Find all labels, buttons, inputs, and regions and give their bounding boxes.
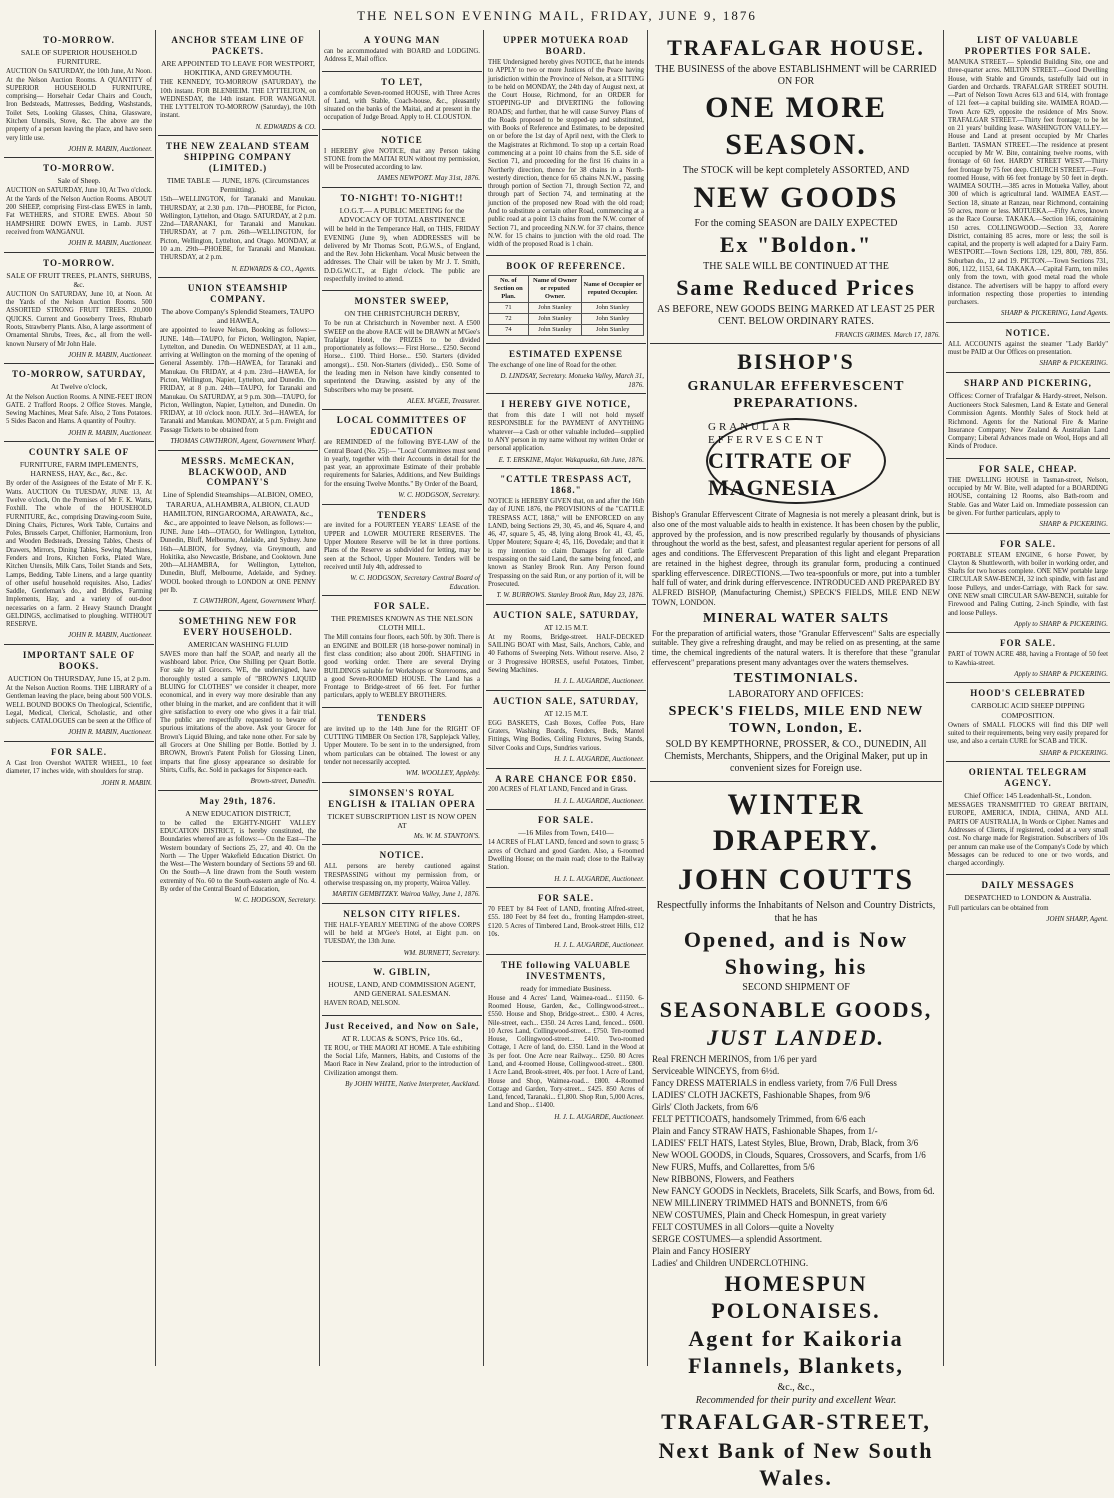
list-item: SERGE COSTUMES—a splendid Assortment. [652,1233,823,1244]
ad-signature: H. J. L. AUGARDE, Auctioneer. [554,941,644,950]
list-item: Real FRENCH MERINOS, from 1/6 per yard [652,1054,817,1065]
ad-body: THE DWELLING HOUSE in Tasman-street, Nelson, occupied by Mr W. Bite, well adapted for a BOARDING HOUSE, containing 12 Rooms, also Bath-room and Stable. Gas and Water Laid on. Immediate possession can be given. For further particulars, apply to [948,476,1108,517]
ad-body: AUCTION On SATURDAY, the 10th June, At Noon. At the Nelson Auction Rooms. A QUANTITY of SUPERIOR HOUSEHOLD FURNITURE, comprising— Horsehair Cedar Chairs and Couch, Iron Bedsteads, Mattresses, Bedding, Washstands, Toilet Sets, Looking Glasses, China, Glassware, Kitchen Utensils, Stove, &c. The above are the property of a person leaving the place, and have seen very little use. [6,68,152,142]
ad-signature: Apply to SHARP & PICKERING. [1014,619,1108,628]
ad-title: NOTICE. [1005,327,1051,338]
advertisement [322,291,482,410]
ad-subtitle: AMERICAN WASHING FLUID [187,639,289,649]
advertisement [486,344,646,394]
ad-headline: Same Reduced Prices [676,275,916,301]
ad-title: AUCTION SALE, SATURDAY, [493,695,639,706]
table-row [489,303,644,314]
magnesia-logo [706,418,886,504]
ad-signature: FRANCIS GRIMES. March 17, 1876. [835,330,940,339]
advertisement [486,955,646,1126]
ad-subtitle: DESPATCHED to LONDON & Australia. [964,893,1092,903]
ad-body: 14 ACRES of FLAT LAND, fenced and sown to grass; 5 acres of Orchard and good Garden. Also, a 6-roomed Dwelling House; on the main road; close to the Railway Station. [488,839,644,872]
ad-signature: THOMAS CAWTHRON, Agent, Government Wharf. [170,437,316,445]
advertisement [4,364,154,442]
advertisement [158,791,318,909]
ad-signature: WM. WOOLLEY, Appleby. [405,769,480,778]
ad-signature: Ms. W. M. STANTON'S. [413,831,480,840]
ad-signature: JOHN R. MABIN, Auctioneer. [68,631,152,640]
ad-body: By order of the Assignees of the Estate of Mr F. K. Watts. AUCTION On TUESDAY, JUNE 13, At Twelve o'clock, On the Premises of Mr F. K. Watts, Foxhill. The whole of the HOUSEHOLD FURNITURE, &c., comprising Drawing-room Suite, Dining Chairs, Pictures, Work Table, Curtains and Poles, Brussels Carpet, Chiffonier, Harmonium, Iron and Wooden Bedsteads, Dressing Tables, Chests of Drawers, Mirrors, Dining Tables, Sewing Machines, Fenders and Irons, Kitchen Forks, Plated Ware, Kitchen Utensils, Milk Cans, Toilet Stands and Sets, Lamps, Bedding, Table Linens, and a large quantity of other useful household requisites. Also, Ladies' Saddle, Gentleman's do., and Bridles, Farming Implements, Hay, and a variety of out-door necessaries on a farm. 2 Heavy Staunch Draught GELDINGS, acclimatised to ploughing. WITHOUT RESERVE. [6,480,152,629]
ad-title: IMPORTANT SALE OF BOOKS. [22,650,136,671]
ad-subtitle: At Twelve o'clock, [50,382,108,392]
ad-title: UPPER MOTUEKA ROAD BOARD. [503,35,629,56]
ad-text: THE BUSINESS of the above ESTABLISHMENT will be CARRIED ON FOR [655,63,937,88]
ad-subtitle: CARBOLIC ACID SHEEP DIPPING COMPOSITION. [971,701,1085,720]
ad-signature: JOHN R. MABIN, Auctioneer. [68,144,152,153]
ad-body: AUCTION On SATURDAY, June 10, at Noon. At the Yards of the Nelson Auction Rooms. 500 ASSORTED STRONG FRUIT TREES. 20,000 QUICKS. Current and Gooseberry Trees, Rhubarb Roots, Strawberry Plants. Also, A large assortment of Ornamental Shrubs, Trees, &c., all from the well-known Nursery of Mr John Hale. [6,290,152,348]
ad-signature: T. CAWTHRON, Agent, Government Wharf. [192,597,316,606]
advertisement [322,188,482,291]
ad-body: to be called the EIGHTY-NIGHT VALLEY EDUCATION DISTRICT, is hereby constituted, the Boundaries whereof are as follows:— On the East—The Western boundary of Sections 25, 27, and 40. On the North — The Upper Wakefield Education District. On the West—The Western boundary of Sections 59 and 60. On the South—A line drawn from the South western extremity of No. 60 to the South-eastern angle of No. 4. By order of the Central Board of Education, [160,819,316,893]
ad-subtitle: TESTIMONIALS. [733,670,859,686]
ad-headline: TRAFALGAR-STREET, [661,1409,931,1435]
ad-body: AUCTION on SATURDAY, June 10, At Two o'clock. At the Yards of the Nelson Auction Rooms. ABOUT 200 SHEEP, comprising First-class EWES in lamb, Fat WETHERS, and STORE EWES. About 50 HAMPSHIRE DOWN EWES, in Lamb. JUST received from WANGANUI. [6,187,153,236]
table-cell: John Stanley [528,314,582,325]
ad-subtitle: I.O.G.T.— A PUBLIC MEETING for the ADVOCACY OF TOTAL ABSTINENCE [338,205,466,225]
ad-signature: By JOHN WHITE, Native Interpreter, Auckland. [345,1079,480,1088]
list-item: Serviceable WINCEYS, from 6½d. [652,1066,780,1077]
advertisement [158,611,318,791]
list-item: Fancy DRESS MATERIALS in endless variety, from 7/6 Full Dress [652,1078,897,1089]
ad-title: FOR SALE. [50,747,107,758]
ad-title: NELSON CITY RIFLES. [343,908,461,919]
ad-title: BOOK OF REFERENCE. [506,261,626,272]
table-cell: John Stanley [528,324,582,335]
table-cell: John Stanley [582,324,644,335]
ad-title: A RARE CHANCE FOR £850. [495,773,637,784]
ad-address: SPECK'S FIELDS, MILE END NEW TOWN, London, E. [668,703,924,737]
ad-subtitle: THE PREMISES KNOWN AS THE NELSON CLOTH MILL. [331,614,473,633]
ad-signature: SHARP & PICKERING. [1039,520,1108,529]
advertisement [322,962,482,1016]
advertisement [4,158,154,252]
ad-title: TO-NIGHT! TO-NIGHT!! [340,192,464,203]
ad-title: FOR SALE. [373,601,430,612]
table-cell: Name of Owner or reputed Owner. [528,276,582,303]
ad-title: May 29th, 1876. [199,795,277,806]
list-item: New FANCY GOODS in Necklets, Bracelets, Silk Scarfs, and Bows, from 6d. [652,1185,935,1196]
ad-signature: JOHN R. MABIN, Auctioneer. [68,428,152,437]
advertisement [322,904,482,962]
ad-body: PORTABLE STEAM ENGINE, 6 horse Power, by Clayton & Shuttleworth, with boiler in working order, and Shafts for two horses complete. ONE NEW portable large CIRCULAR SAW-BENCH, 32 inch spindle, with fast and loose Pulleys, and under-Carriage, with Rack for saw. ONE NEW small CIRCULAR SAW-BENCH, suitable for Firewood and Paling Cutting, 2-inch Spindle, with fast and loose Pulleys. [948,551,1108,617]
ad-title: W. GIBLIN, [373,967,431,978]
ad-signature: JOHN R. MABIN, Auctioneer. [68,239,152,248]
ad-body: Bishop's Granular Effervescent Citrate of Magnesia is not merely a pleasant drink, but is also one of the most valuable aids to health in existence. It has been chosen by the public, approved by the profession, and is now prescribed regularly by thousands of physicians throughout the world as the best, safest, and pleasantest regular aperient for persons of all ages and conditions. The Effervescent Preparation of this light and elegant Preparation are retained in the highest degree, through its granular form, producing a continued sparkling effervescence. DIRECTIONS.—Two tea-spoonfuls or more, put into a tumbler half full of water, and drink during effervescence. INTRODUCED AND PREPARED BY ALFRED BISHOP, (Manufacturing Chemist,) SPECK'S FIELDS, MILE END NEW TOWN, LONDON. [652,510,940,607]
ad-signature: Brown-street, Dunedin. [250,777,316,786]
advertisement [4,742,154,791]
ad-signature: E. T. ERSKINE, Major. Wakapuaka, 6th June, 1876. [498,455,644,464]
ad-signature: SHARP & PICKERING. [1039,748,1108,757]
ad-body: SAVES more than half the SOAP, and nearly all the washboard labor. Price, One Shilling per Quart Bottle. For sale by all Grocers. WE, the undersigned, have thoroughly tested a sample of "BROWN'S LIQUID BLUING for CLOTHES" we consider it cheaper, more economical, and in every way more desirable than any other bluing in the market, and are confident that it will give satisfaction to every one who gives it a fair trial. The public are respectfully requested to beware of spurious imitations of the above. Ask your Grocer for Brown's Liquid Bluing, and take none other. For sale by all Grocers at One Shilling per Bottle. Bottled by J. BROWN, Brown's Patent Polish for Glossing Linen, imparts that fine glossy appearance so desirable for Shirts, Cuffs, &c. Sold in packages for Sixpence each. [160,650,316,774]
ad-signature: D. LINDSAY, Secretary. Motueka Valley, March 31, 1876. [500,372,644,389]
list-item: New RIBBONS, Flowers, and Feathers [652,1174,794,1184]
list-item: Plain and Fancy STRAW HATS, Fashionable Shapes, from 1/- [652,1126,878,1137]
list-item: NEW MILLINERY TRIMMED HATS and BONNETS, from 6/6 [652,1197,888,1208]
ad-headline: Agent for Kaikoria Flannels, Blankets, [688,1326,904,1379]
ad-title: COUNTRY SALE OF [28,447,130,458]
ad-signature: WM. BURNETT, Secretary. [403,948,480,957]
ad-title: TO-MORROW, SATURDAY, [12,369,146,380]
ad-headline: HOMESPUN POLONAISES. [711,1270,881,1323]
ad-title: HOOD'S CELEBRATED [970,688,1086,699]
advertisement [486,256,646,344]
ad-signature: W. C. HODGSON, Secretary. [234,896,316,905]
ad-title: LIST OF VALUABLE PROPERTIES FOR SALE. [964,35,1092,56]
ad-subtitle: Offices: Corner of Trafalgar & Hardy-street, Nelson. [948,390,1108,400]
ad-text: The STOCK will be kept completely ASSORTED, AND [682,165,910,177]
ad-subtitle: MINERAL WATER SALTS [702,610,890,626]
advertisement [322,505,482,597]
ad-body: To be run at Christchurch in November next. A £500 SWEEP on the above RACE will be DRAWN at M'Gee's Trafalgar Hotel, the PRIZES to be divided proportionately as follows:— First Horse... £250. Second Horse... £100. Third Horse... £50. Starters (divided amongst)... £50. Non-Starters (divided)... £50. Some of the leading men in Nelson have kindly consented to superintend the Drawing, assisted by any of the Subscribers who may be present. [324,320,480,394]
advertisement [486,888,646,955]
column-3 [322,30,482,1366]
table-cell: John Stanley [528,303,582,314]
ad-title: UNION STEAMSHIP COMPANY. [187,283,289,305]
ad-body: I HEREBY give NOTICE, that any Person taking STONE from the MAITAI RUN without my permission, will be Prosecuted according to law. [324,147,480,172]
ad-body: The exchange of one line of Road for the other. [488,361,617,369]
ad-text: SOLD BY KEMPTHORNE, PROSSER, & CO., DUNEDIN, All Chemists, Merchants, Shippers, and the Original Maker, put up in convenient sizes for Foreign use. [664,739,928,775]
ad-subtitle: A NEW EDUCATION DISTRICT, [185,808,291,818]
advertisement [946,633,1110,683]
list-item: New FURS, Muffs, and Collarettes, from 5/6 [652,1162,815,1173]
ad-title: Just Received, and Now on Sale, [324,1020,480,1031]
ad-title: ANCHOR STEAM LINE OF PACKETS. [171,35,305,56]
ad-body: Auctioneers Stock Salesmen, Land & Estate and General Commission Agents. Monthly Sales of Stock held at Richmond. Agents for the National Fire & Marine Insurance Company; New Zealand & Australian Land Company; Liberal Advances made on Wool, Hops and all Kinds of Produce. [948,402,1108,451]
ad-title: BISHOP'S [737,349,855,375]
ad-body: will be held in the Temperance Hall, on THIS, FRIDAY EVENING (June 9), when ADDRESSES will be delivered by Mr Thomas Scott, P.G.W.S., of England, and the Rev. John Hickenham. Vocal Music between the addresses. The Chair will be taken by Mr J. T. Smith, D.D.G.W.C.T., at Eight o'clock. The public are respectfully invited to attend. [324,226,480,283]
column-1 [4,30,154,1366]
ad-subtitle: FURNITURE, FARM IMPLEMENTS, HARNESS, HAY, &c., &c., &c. [19,460,139,479]
ad-body: HAVEN ROAD, NELSON. [324,1000,400,1008]
ad-headline: Next Bank of New South Wales. [658,1438,934,1491]
advertisement [158,136,318,278]
ad-title: I HEREBY GIVE NOTICE, [501,399,631,410]
ad-headline: Opened, and is Now Showing, his [683,926,909,979]
advertisement [158,451,318,611]
ad-title: FOR SALE. [537,815,594,826]
ad-body: NOTICE is HEREBY GIVEN that, on and after the 16th day of JUNE 1876, the PROVISIONS of the "CATTLE TRESPASS ACT, 1868," will be ENFORCED on any LAND, being Sections 29, 30, 45, and 46, Square 4, and 46, 47, square 5, 45, 48, lying along Brook 41, 43, 45, Upper Moutere; Square 4; 45, 116, Dovedale; and that it is my intention to claim Damages for all Cattle trespassing on the said Land, the same being fenced, and known as Stanley Brook Run. Any Person found Trespassing on the said Run, or any portion of it, will be Prosecuted. [488,498,644,588]
ad-signature: JOHN R. MABIN, Auctioneer. [68,350,152,359]
ad-text: AS BEFORE, NEW GOODS BEING MARKED AT LEAST 25 PER CENT. BELOW ORDINARY RATES. [657,304,935,328]
advertisement [322,1016,482,1093]
ad-subtitle: ARE APPOINTED TO LEAVE FOR WESTPORT, HOKITIKA, AND GREYMOUTH. [161,58,315,78]
ad-signature: H. J. L. AUGARDE, Auctioneer. [554,1112,644,1121]
ad-signature: H. J. L. AUGARDE, Auctioneer. [554,754,644,763]
ad-signature: H. J. L. AUGARDE, Auctioneer. [554,677,644,686]
advertisement [4,645,154,742]
ad-title: ESTIMATED EXPENSE [508,348,624,359]
ad-title: ORIENTAL TELEGRAM AGENCY. [968,767,1088,789]
advertisement [4,30,154,158]
ad-body: a comfortable Seven-roomed HOUSE, with Three Acres of Land, with Stable, Coach-house, &c., pleasantly situated on the banks of the Maitai, and at present in the occupation of Judge Broad. Apply to H. CLOUSTON. [324,89,480,122]
ad-title: FOR SALE. [537,893,594,904]
ad-text: For the coming SEASON are DAILY EXPECTED [694,218,898,230]
ad-headline: JUST LANDED. [706,1025,885,1051]
column-2 [158,30,318,1366]
ad-title: NOTICE. [379,850,425,861]
advertisement [486,30,646,256]
advertisement [486,605,646,691]
ad-body: 70 FEET by 84 Feet of LAND, fronting Alfred-street, £55. 180 Feet by 84 feet do., fronting Hampden-street, £120. 5 Acres of Timbered Land, Brook-street Hills, £12 10s. [488,906,644,938]
table-cell: Name of Occupier or reputed Occupier. [582,276,644,303]
ad-title: MESSRS. McMECKAN, BLACKWOOD, AND COMPANY'S [181,455,295,488]
advertisement [946,459,1110,534]
ad-body: ALL persons are hereby cautioned against TRESPASSING without my permission from, or otherwise trespassing on, my property, Wairoa Valley. [324,863,480,887]
ad-text: Recommended for their purity and excellent Wear. [695,1395,897,1407]
newspaper-masthead: THE NELSON EVENING MAIL, FRIDAY, JUNE 9, 1876 [357,8,757,23]
ad-headline: JOHN COUTTS [677,862,915,896]
ad-signature: T. W. BURROWS. Stanley Brook Run, May 23, 1876. [496,591,644,600]
advertisement [946,875,1110,927]
advertisement [946,683,1110,762]
ad-body: can be accommodated with BOARD and LODGING. Address E, Mail office. [324,47,480,64]
reference-table [488,275,644,336]
table-row [489,314,644,325]
ad-body: For the preparation of artificial waters, those "Granular Effervescent" Salts are especially suitable. They give a refreshing draught, and may be relied on as presenting, at the same time, the chemical ingredients of the natural waters. It is therefore that these "granular effervescent" preparations present many advantages over the waters themselves. [652,628,940,667]
ad-title: SOMETHING NEW FOR EVERY HOUSEHOLD. [178,615,298,637]
ad-body: The Mill contains four floors, each 50ft. by 30ft. There is an ENGINE and BOILER (18 horse-power nominal) in first class condition; also about 200ft. SHAFTING in good working order. There are several Drying BUILDINGS suitable for Workshops or Storerooms, and a good Seven-ROOMED HOUSE. The Land has a Frontage to Bridge-street of 66 feet. For further particulars, apply to WEBLEY BROTHERS. [324,634,480,700]
ad-signature: ALEX. M'GEE, Treasurer. [407,396,480,405]
ad-body: ALL ACCOUNTS against the steamer "Lady Barkly" must be PAID at Our Offices on presentation. [948,340,1108,357]
ad-subtitle: GRANULAR EFFERVESCENT PREPARATIONS. [687,378,905,412]
ad-body: Full particulars can be obtained from [948,904,1049,912]
logo-main-text: CITRATE OF MAGNESIA [708,447,852,500]
ad-title: A YOUNG MAN [363,35,441,45]
advertisement [322,596,482,708]
ad-title: LOCAL COMMITTEES OF EDUCATION [336,415,468,437]
ad-signature: H. J. L. AUGARDE, Auctioneer. [554,796,644,805]
ad-signature: N. EDWARDS & CO., Agents. [231,264,316,273]
ad-body: MESSAGES TRANSMITTED TO GREAT BRITAIN, EUROPE, AMERICA, INDIA, CHINA, AND ALL PARTS OF AUSTRALIA, In Words or Cipher. Names and Addresses of Clients, if registered, coded at a very small cost. No charge made for Registration. Subscribers of 10s per annum can make use of the Company's Code by which Messages can be reduced to one or two words, and charged accordingly. [948,802,1108,868]
list-item: FELT PETTICOATS, handsomely Trimmed, from 6/6 each [652,1114,866,1125]
goods-list [652,1054,940,1268]
john-coutts-ad [650,782,942,1498]
ad-text: THE SALE WILL BE CONTINUED AT THE [703,261,889,273]
advertisement [158,30,318,136]
table-cell: 72 [489,314,529,325]
ad-title: MONSTER SWEEP, [354,296,450,307]
advertisement [322,783,482,846]
advertisement [486,469,646,605]
list-item: FELT COSTUMES in all Colors—quite a Novelty [652,1221,835,1232]
column-rule [155,30,156,1366]
ad-body: are invited for a FOURTEEN YEARS' LEASE of the UPPER and LOWER MOUTERE RESERVES. The Upper Moutere Reserve will be let in three portions. Plans of the Reserve as subdivided for letting, may be seen at the School, Upper Moutere. Tenders will be received until July 4th, addressed to [324,522,480,571]
ad-body: are invited up to the 14th June for the RIGHT OF CUTTING TIMBER On Section 178, Sapplejack Valley, Upper Moutere. To be sent in to the undersigned, from whom particulars can be obtained. The lowest or any tender not necessarily accepted. [324,725,480,766]
list-item: Plain and Fancy HOSIERY [652,1245,751,1256]
list-item: LADIES' FELT HATS, Latest Styles, Blue, Brown, Drab, Black, from 3/6 [652,1138,919,1149]
ad-title: TENDERS [377,509,427,520]
advertisement [4,253,154,365]
ad-title: AUCTION SALE, SATURDAY, [493,609,639,620]
advertisement [322,845,482,903]
ad-body: THE KENNEDY, TO-MORROW (SATURDAY), the 10th instant. FOR BLENHEIM. THE LYTTELTON, on WEDNESDAY, the 14th instant. FOR WANGANUI. THE LYTTELTON TO-MORROW (Saturday), the 10th instant. [160,79,316,120]
advertisement [322,130,482,188]
ad-subtitle: SALE OF FRUIT TREES, PLANTS, SHRUBS, &c. [6,270,152,289]
advertisement [946,323,1110,373]
ad-body: Owners of SMALL FLOCKS will find this DIP well suited to their requirements, being very easily prepared for use, and also a certain CURE for SCAB and TICK. [948,721,1108,746]
advertisement [946,534,1110,634]
ad-text: Respectfully informs the Inhabitants of Nelson and Country Districts, that he has [656,900,936,924]
ad-signature: JOHN SHARP, Agent. [1046,914,1108,923]
ad-text: &c., &c., [777,1382,815,1394]
logo-top-text: GRANULAR EFFERVESCENT [708,420,826,447]
ad-body: At the Nelson Auction Rooms. A NINE-FEET IRON GATE. 2 Trafford Roops. 2 Office Stoves. Mangle, Sewing Machines, Meat Safe. Also, 2 Tons Potatoes. 5 Sides Bacon and Hams. A quantity of Poultry. [6,393,152,426]
table-cell: John Stanley [582,314,644,325]
ad-body: PART of TOWN ACRE 488, having a Frontage of 50 feet to Kawhia-street. [948,651,1108,667]
ad-headline: NEW GOODS [693,180,899,214]
ad-body: At my Rooms, Bridge-street. HALF-DECKED SAILING BOAT with Mast, Sails, Anchors, Cable, and 40 Fathoms of Sweeping Nets. Without reserve. Also, 2 or 3 Progressive HORSES, useful Potatoes, Timber, Sewing Machines. [488,633,644,674]
column-rule [483,30,484,1366]
ad-subtitle: AT 12.15 M.T. [543,708,589,718]
ad-signature: N. EDWARDS & CO. [255,122,316,131]
ad-subtitle: SALE OF SUPERIOR HOUSEHOLD FURNITURE. [20,47,138,67]
ad-title: SIMONSEN'S ROYAL ENGLISH & ITALIAN OPERA [328,787,476,809]
list-item: Ladies' and Children UNDERCLOTHING. [652,1257,809,1268]
ad-signature: MARTIN GEMBITZKY. Wairoa Valley, June 1, 1876. [332,890,480,899]
ad-body: THE HALF-YEARLY MEETING of the above CORPS will be held at M'Gee's Hotel, at Eight p.m. on TUESDAY, the 13th June. [324,921,480,946]
ad-subtitle: Sale of Sheep. [57,176,101,186]
table-cell: John Stanley [582,303,644,314]
ad-title: TRAFALGAR HOUSE. [667,35,925,60]
list-item: New WOOL GOODS, in Clouds, Squares, Crossovers, and Scarfs, from 1/6 [652,1150,926,1161]
table-row [489,324,644,335]
advertisement [486,691,646,769]
advertisement [486,810,646,888]
table-cell: 71 [489,303,529,314]
advertisement [322,708,482,783]
column-5 [650,30,942,1491]
ad-headline: ONE MORE SEASON. [705,91,887,161]
ad-title: NOTICE [381,134,423,145]
ad-subtitle: Chief Office: 145 Leadenhall-St., London. [964,791,1092,801]
ad-body: House and 4 Acres' Land, Waimea-road... £1150. 6-Roomed House, Garden, &c., Collingwood-street... £550. House and Shop, Bridge-street... £300. 4 Acres, Nile-street, each... £350. 24 Acres Land, fenced... £600. 10 Acres Land, Collingwood-street... £750. Ten-roomed House, Collingwood-street... £410. Two-roomed Cottage, 1 Acre of land, do. £350. Land in the Wood at 3s per foot. One Acre near Railway... £250. 80 Acres Land, and 4-roomed House, Collingwood-street... £800. 1 Acre Land, Brook-street, 40s. per foot. 1 Acre of Land, House and Shop, Waimea-road... £800. 4-Roomed Cottage and Garden, Tory-street... £425. 850 Acres of Land, fenced, Taranaki... £1,800. Shop Run, 5,000 Acres, Land and Shop... £1400. [488,994,644,1110]
ad-subtitle: Line of Splendid Steamships—ALBION, OMEO, TARARUA, ALHAMBRA, ALBION, CLAUD HAMILTON, RINGAROOMA, ARAWATA, &c., &c., are appointed to leave Nelson, as follows:— [162,490,314,527]
trafalgar-house-ad [650,30,942,344]
ad-body: are appointed to leave Nelson, Booking as follows:— JUNE. 14th—TAUPO, for Picton, Wellington, Napier, Lyttelton, and Dunedin. On WEDNESDAY, at 11 a.m., arriving at Wellington on the morning of the opening of General Assembly. 17th—HAWEA, for Taranaki and Manukau. On FRIDAY, at 4 p.m. 23rd—HAWEA, for Picton, Wellington, Napier, Lyttelton, and Dunedin. On FRIDAY, at 8 p.m. 24th—TAUPO, for Taranaki and Manukau. On SATURDAY, at 9 p.m. 30th—TAUPO, for Picton, Wellington, Napier, Lyttelton, and Dunedin. On FRIDAY, at 10 o'clock noon. JULY. 3rd—HAWEA, for Taranaki and Manukau. MONDAY, at 5 p.m. Freight and Passage Tickets to be obtained from [160,327,316,434]
ad-signature: W. C. HODGSON, Secretary Central Board of Education. [350,574,480,591]
advertisement [486,769,646,811]
ad-subtitle: AT R. LUCAS & SON'S, Price 10s. 6d., [341,1033,463,1043]
advertisement [322,72,482,130]
ad-subtitle: TICKET SUBSCRIPTION LIST IS NOW OPEN AT [327,811,477,830]
ad-body: EGG BASKETS, Cash Boxes, Coffee Pots, Hare Graters, Washing Boards, Fenders, Beds, Mantel Fittings, Wing Bodies, Ceiling Fixtures, Swing Stands, Silver Cooks and Cups, Sundries various. [488,719,644,752]
ad-body: TE ROU, or THE MAORI AT HOME. A Tale exhibiting the Social Life, Manners, Habits, and Customs of the Maori Race in New Zealand, prior to the introduction of Civilization amongst them. [324,1044,480,1077]
ad-subtitle: HOUSE, LAND, AND COMMISSION AGENT, AND GENERAL SALESMAN. [328,980,476,999]
ad-text: SECOND SHIPMENT OF [742,982,850,994]
ad-body: that from this date I will not hold myself RESPONSIBLE for the PAYMENT of ANYTHING whatever—a Cash or other valuable included—supplied to ANY person in my name without my written Order or personal application. [488,412,644,453]
ad-signature: SHARP & PICKERING. [1039,359,1108,368]
list-item: NEW COSTUMES, Plain and Check Homespun, in great variety [652,1209,887,1220]
ad-subtitle: TIME TABLE — JUNE, 1876. (Circumstances Permitting). [166,176,310,195]
ad-signature: W. C. HODGSON, Secretary. [398,490,480,499]
column-rule [647,30,648,1366]
advertisement [158,278,318,450]
ad-subtitle: —16 Miles from Town, £410— [518,828,614,838]
advertisement [946,30,1110,323]
ad-subtitle: ready for immediate Business. [520,983,612,993]
ad-signature: Apply to SHARP & PICKERING. [1014,669,1108,678]
list-item: Girls' Cloth Jackets, from 6/6 [652,1102,758,1113]
ad-body: THE Undersigned hereby gives NOTICE, that he intends to APPLY to two or more Justices of the Peace having jurisdiction within the Province of Nelson, at a SITTING to be held on MONDAY, the 24th day of August next, at the Court House, Richmond, for an ORDER for STOPPING-UP and DIVERTING the following ROADS; and further, that he will cause Survey Plans of the Roads proposed to be stopped-up and substituted, with Books of Reference and Estimates, to be deposited on or before the 1st day of April next, with the Clerk to the Magistrates at Richmond. To stop up a certain Road commencing at a point 10 chains from the S.E. side of Section 71, and proceeding for the first 16 chains in a Northerly direction, thence for 38 chains in a North-westerly direction, thence for 65 chains N.N.W., passing through portion of Section 71, through Section 72, and through part of Section 74, and terminating at the junction of the proposed new Road with the old road; And to substitute a certain other Road, commencing at a public road at a point 13 chains from the N.W. corner of Section 71, and proceeding N.N.W. for 37 chains, thence N.W. for 15 chains to junction with the old road. The width of the proposed Road is 1 chain. [488,58,644,249]
ad-signature: JAMES NEWPORT. May 31st, 1876. [376,174,480,183]
ad-title: WINTER DRAPERY. [712,787,880,858]
advertisement [322,410,482,504]
ad-title: THE NEW ZEALAND STEAM SHIPPING COMPANY (LIMITED.) [165,141,311,174]
ad-body: MANUKA STREET.— Splendid Building Site, one and three-quarter acres. MILTON STREET.—Good Dwelling House, with Stable and Grounds, tastefully laid out in Garden and Orchards. TRAFALGAR STREET SOUTH.—Part of Nelson Town Acres 613 and 614, with frontage of 121 feet—a capital building site. WAIMEA ROAD.—Town Acre 629, opposite the residence of Mrs Snow. TRAFALGAR STREET.—Thirty feet frontage; to be let on 21 years' building lease. WASHINGTON VALLEY.—House and Land at present occupied by Mr Charles Bartlett. TASMAN STREET.—The residence at present occupied by Mr W. Bite, containing twelve rooms, with frontage of 60 feet. HARDY STREET WEST.—Thirty feet frontage by 75 feet deep. CHURCH STREET.—Four-roomed House, with 66 feet frontage by 50 feet in depth. WAIMEA SOUTH.—385 acres in Motueka Valley, about 300 of which is agricultural land. WAIMEA EAST.—Section 18, situate at Ranzau, near Richmond, containing 50 acres, more or less. MOTUEKA.—Fifty Acres, known as the Race Course. TAKAKA.—Section 166, containing 150 acres. COLLINGWOOD.—Section 33, Aorere District, containing 85 acres, more or less; the soil is capital, and the property is well adapted for a Dairy Farm. WESTPORT.—Town Sections 128, 129, 800, 789, 856. Suburban do., 12 and 19. PICTON.—Town Sections 731, 806, 1122, 1153, 64. TAKAKA.—Capital Farm, ten miles only from the town, with good metal road the whole distance. The advertisers will be happy to afford every information respecting those properties to intending purchasers. [948,58,1108,307]
ad-title: THE following VALUABLE INVESTMENTS, [501,959,631,981]
column-rule [319,30,320,1366]
ad-signature: JOHN R. MABIN. [101,778,152,787]
ad-title: TENDERS [377,712,427,723]
table-cell: No. of Section on Plan. [489,276,529,303]
ad-title: FOR SALE. [999,538,1056,549]
ad-body: 15th—WELLINGTON, for Taranaki and Manukau. THURSDAY, at 2.30 p.m. 17th—PHOEBE, for Picton, Wellington, Lyttelton, and Otago. SATURDAY, at 2 p.m. 22nd—TARANAKI, for Taranaki and Manukau. THURSDAY, at 7 p.m. 26th—WELLINGTON, for Picton, Wellington, Lyttelton, and Otago. MONDAY, at 10 a.m. 29th—PHOEBE, for Taranaki and Manukau. THURSDAY, at 2 p.m. [160,196,316,262]
ad-subtitle: AT 12.15 M.T. [543,622,589,632]
ad-headline: Ex "Boldon." [719,232,873,258]
ad-body: At the Nelson Auction Rooms. THE LIBRARY of a Gentleman leaving the place, being about 500 VOLS. WELL BOUND BOOKS On Theological, Scientific, Legal, Medical, Clerical, Scholastic, and other subjects. CATALOGUES can be seen at the Office of [6,685,152,726]
ad-body: A Cast Iron Overshot WATER WHEEL, 10 feet diameter, 17 inches wide, with shoulders for strap. [6,759,152,776]
ad-title: TO LET, [381,76,423,87]
advertisement [4,442,154,645]
ad-title: "CATTLE TRESPASS ACT, 1868." [500,474,632,496]
ad-title: TO-MORROW. [43,163,115,174]
ad-body: JUNE. June 14th—OTAGO, for Wellington, Lyttelton, Dunedin, Bluff, Melbourne, Adelaide, and Sydney. June 16th—ALBION, for Sydney, via Greymouth, and Hokitika, also Newcastle, Brisbane, and Cooktown. June 20th—ALHAMBRA, for Wellington, Lyttelton, Dunedin, Bluff, Melbourne, Adelaide, and Sydney. WOOL booked through to LONDON at ONE PENNY per lb. [160,529,316,594]
ad-title: FOR SALE, CHEAP. [978,463,1078,474]
ad-title: TO-MORROW. [43,257,115,268]
advertisement [322,30,482,72]
ad-title: SHARP AND PICKERING, [964,377,1092,388]
ad-title: TO-MORROW. [43,35,115,45]
ad-subtitle: AUCTION On THURSDAY, June 15, at 2 p.m. [7,673,151,683]
ad-signature: H. J. L. AUGARDE, Auctioneer. [554,874,644,883]
table-cell: 74 [489,324,529,335]
ad-signature: SHARP & PICKERING, Land Agents. [1000,309,1108,318]
ad-subtitle: ON THE CHRISTCHURCH DERBY, [344,309,460,319]
ad-subtitle: The above Company's Splendid Steamers, TAUPO and HAWEA, [161,307,315,326]
ad-text: LABORATORY AND OFFICES: [728,688,864,700]
ad-headline: SEASONABLE GOODS, [659,996,933,1022]
column-4 [486,30,646,1366]
ad-body: are REMINDED of the following BYE-LAW of the Central Board (No. 25):— "Local Committees must send in yearly, together with their Accounts in detail for the past year, an approximate Estimate of their probable requirements for Salaries, Additions, and New Buildings for the ensuing Twelve Months." By Order of the Board, [324,439,480,488]
ad-title: DAILY MESSAGES [981,880,1075,891]
table-row [489,276,644,303]
ad-signature: JOHN R. MABIN, Auctioneer. [68,728,152,737]
ad-body: 200 ACRES of FLAT LAND, Fenced and in Grass. [488,786,628,794]
advertisement [946,373,1110,459]
ad-title: FOR SALE. [999,638,1056,649]
column-rule [943,30,944,1366]
column-6 [946,30,1110,1366]
advertisement [486,394,646,469]
list-item: LADIES' CLOTH JACKETS, Fashionable Shapes, from 9/6 [652,1090,871,1101]
advertisement [946,762,1110,875]
bishops-magnesia-ad [650,344,942,782]
